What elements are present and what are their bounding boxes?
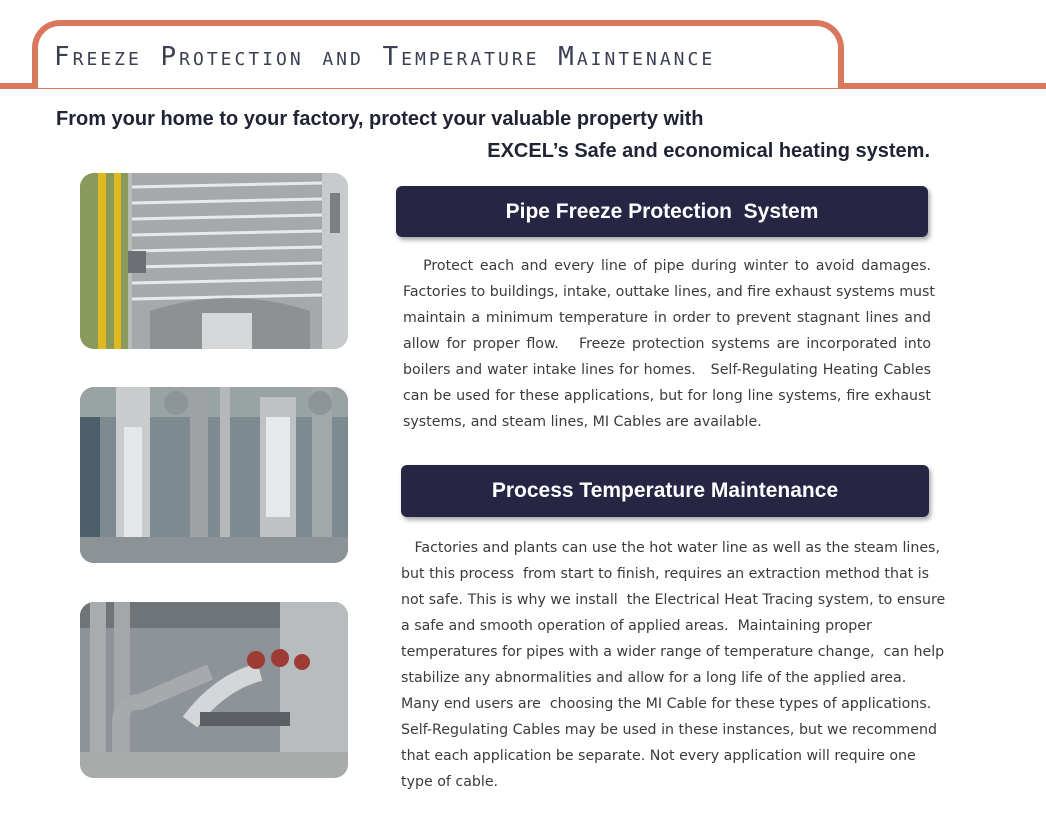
section-body-pipe-freeze bbox=[403, 253, 935, 435]
body-line: type of cable. bbox=[401, 774, 499, 790]
body-line: temperatures for pipes with a wider range of temperature change, can help bbox=[401, 644, 945, 660]
tagline-line-1: From your home to your factory, protect your valuable property with bbox=[56, 108, 704, 130]
insulated-tank-photo bbox=[80, 173, 348, 349]
section-banner-process-temperature: Process Temperature Maintenance bbox=[401, 465, 929, 517]
body-line: Factories and plants can use the hot water line as well as the steam lines, bbox=[401, 540, 940, 556]
body-line: maintain a minimum temperature in order to prevent stagnant lines and bbox=[403, 310, 931, 326]
body-line: stabilize any abnormalities and allow for a long life of the applied area. bbox=[401, 670, 907, 686]
pipe-valves-photo bbox=[80, 602, 348, 778]
insulated-pipes-photo bbox=[80, 387, 348, 563]
section-banner-pipe-freeze: Pipe Freeze Protection System bbox=[396, 186, 928, 237]
body-line: that each application be separate. Not every application will require one bbox=[401, 748, 916, 764]
body-line: systems, and steam lines, MI Cables are available. bbox=[403, 414, 762, 430]
body-line: Many end users are choosing the MI Cable for these types of applications. bbox=[401, 696, 932, 712]
body-line: Self-Regulating Cables may be used in these instances, but we recommend bbox=[401, 722, 937, 738]
body-line: not safe. This is why we install the Electrical Heat Tracing system, to ensure bbox=[401, 592, 946, 608]
body-line: boilers and water intake lines for homes. Self-Regulating Heating Cables bbox=[403, 362, 931, 378]
body-line: allow for proper flow. Freeze protection systems are incorporated into bbox=[403, 336, 931, 352]
body-line: but this process from start to finish, requires an extraction method that is bbox=[401, 566, 930, 582]
body-line: Protect each and every line of pipe during winter to avoid damages. bbox=[403, 258, 931, 274]
body-line: Factories to buildings, intake, outtake lines, and fire exhaust systems must bbox=[403, 284, 935, 300]
tagline-line-2: EXCEL’s Safe and economical heating system. bbox=[487, 140, 930, 162]
page-title: Freeze Protection and Temperature Maintenance bbox=[54, 42, 716, 72]
section-body-process-temperature bbox=[401, 535, 946, 795]
body-line: can be used for these applications, but for long line systems, fire exhaust bbox=[403, 388, 931, 404]
body-line: a safe and smooth operation of applied areas. Maintaining proper bbox=[401, 618, 872, 634]
